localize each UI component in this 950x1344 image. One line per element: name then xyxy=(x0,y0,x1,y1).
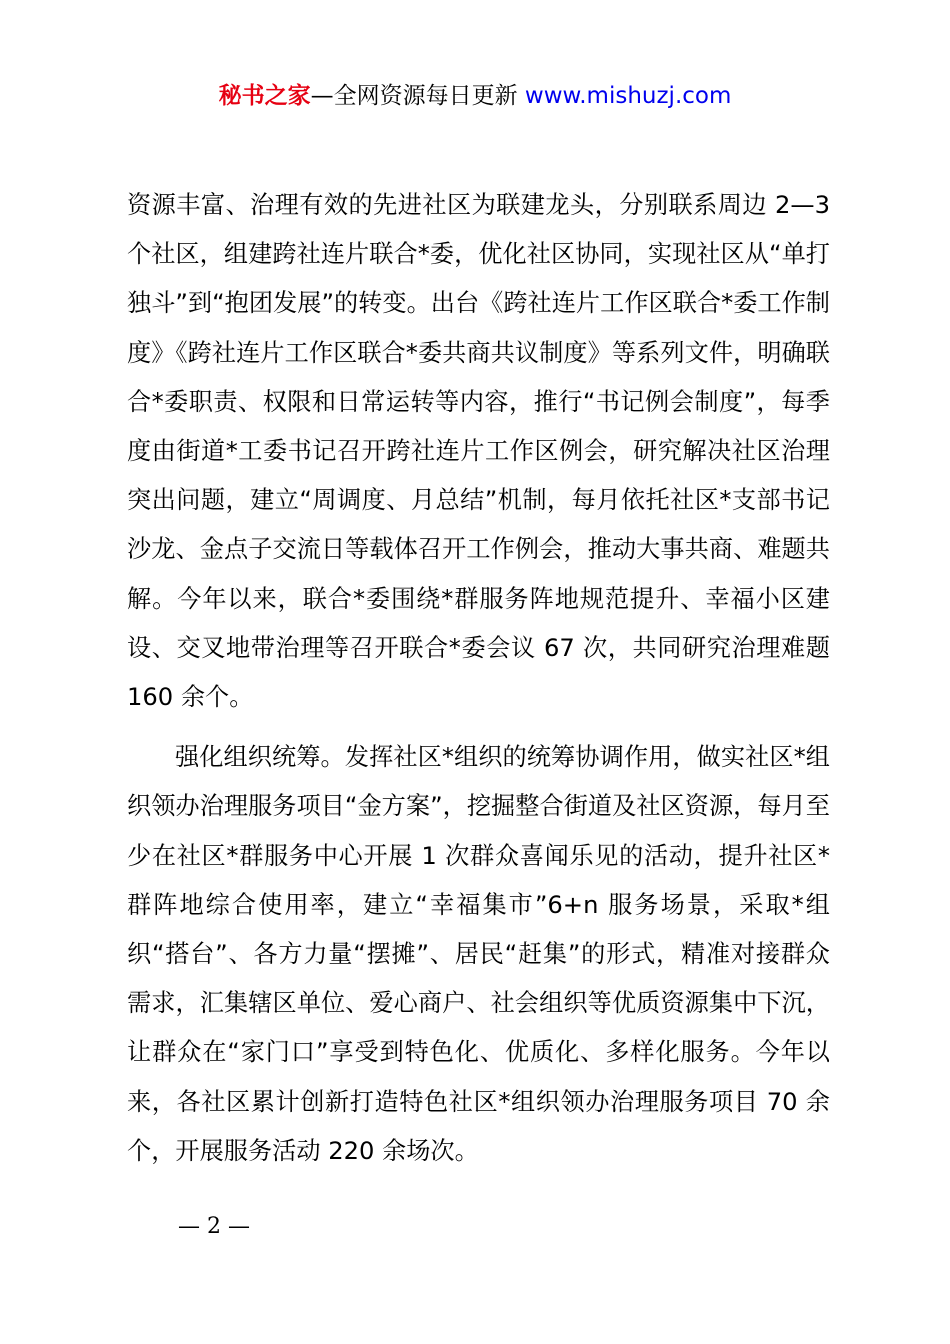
page-number: — 2 — xyxy=(178,1214,250,1239)
website-link[interactable]: www.mishuzj.com xyxy=(524,83,732,109)
paragraph-2: 强化组织统筹。发挥社区*组织的统筹协调作用，做实社区*组织领办治理服务项目“金方案”，挖掘整合街道及社区资源，每月至少在社区*群服务中心开展 1 次群众喜闻乐见的活动，提升社区*群阵地综合使用率，建立“幸福集市”6+n 服务场景，采取*组织“搭台”、各方力量“摆摊”、居民“赶集”的形式，精准对接群众需求，汇集辖区单位、爱心商户、社会组织等优质资源集中下沉，让群众在“家门口”享受到特色化、优质化、多样化服务。今年以来，各社区累计创新打造特色社区*组织领办治理服务项目 70 余个，开展服务活动 220 余场次。 xyxy=(127,743,830,1165)
document-body xyxy=(127,181,830,1176)
header-tagline: —全网资源每日更新 xyxy=(310,83,518,109)
site-header xyxy=(0,80,950,112)
paragraph-1: 资源丰富、治理有效的先进社区为联建龙头，分别联系周边 2—3 个社区，组建跨社连片联合*委，优化社区协同，实现社区从“单打独斗”到“抱团发展”的转变。出台《跨社连片工作区联合*委工作制度》《跨社连片工作区联合*委共商共议制度》等系列文件，明确联合*委职责、权限和日常运转等内容，推行“书记例会制度”，每季度由街道*工委书记召开跨社连片工作区例会，研究解决社区治理突出问题，建立“周调度、月总结”机制，每月依托社区*支部书记沙龙、金点子交流日等载体召开工作例会，推动大事共商、难题共解。今年以来，联合*委围绕*群服务阵地规范提升、幸福小区建设、交叉地带治理等召开联合*委会议 67 次，共同研究治理难题 160 余个。 xyxy=(127,191,830,712)
brand-name: 秘书之家 xyxy=(218,83,311,109)
